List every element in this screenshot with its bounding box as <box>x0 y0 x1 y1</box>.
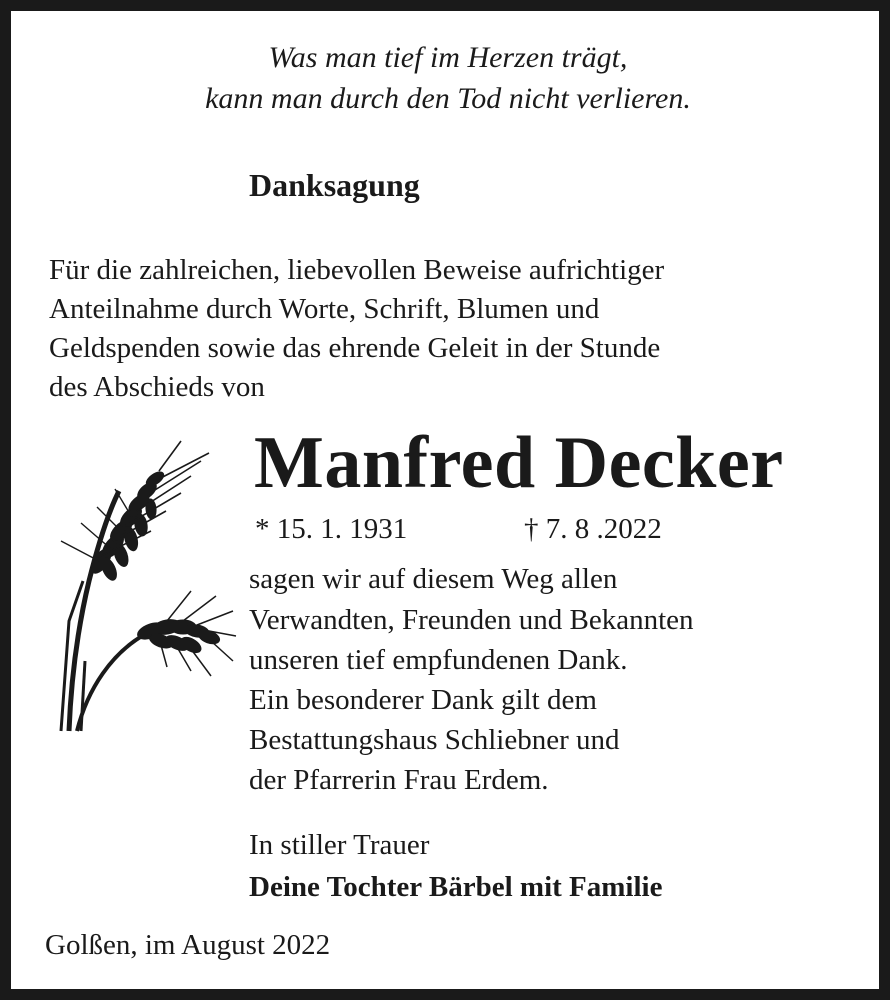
intro-line: des Abschieds von <box>49 371 265 403</box>
birth-date: * 15. 1. 1931 <box>255 513 408 545</box>
quote-line-2: kann man durch den Tod nicht verlieren. <box>205 82 691 115</box>
family-signature: Deine Tochter Bärbel mit Familie <box>249 871 663 903</box>
body-line: Bestattungshaus Schliebner und <box>249 724 620 756</box>
body-line: Verwandten, Freunden und Bekannten <box>249 604 694 636</box>
body-line: sagen wir auf diesem Weg allen <box>249 563 618 595</box>
death-date: † 7. 8 .2022 <box>524 513 662 545</box>
deceased-name: Manfred Decker <box>254 422 784 504</box>
intro-line: Geldspenden sowie das ehrende Geleit in der Stunde <box>49 332 661 364</box>
intro-line: Anteilnahme durch Worte, Schrift, Blumen und <box>49 293 600 325</box>
place-date: Golßen, im August 2022 <box>45 929 331 961</box>
quote-line-1: Was man tief im Herzen trägt, <box>268 41 628 74</box>
body-line: der Pfarrerin Frau Erdem. <box>249 764 549 796</box>
mourning-line: In stiller Trauer <box>249 829 430 861</box>
body-line: Ein besonderer Dank gilt dem <box>249 684 597 716</box>
intro-line: Für die zahlreichen, liebevollen Beweise aufrichtiger <box>49 254 665 286</box>
wheat-ears-icon <box>41 431 241 751</box>
notice-heading: Danksagung <box>249 167 420 203</box>
body-line: unseren tief empfundenen Dank. <box>249 644 628 676</box>
